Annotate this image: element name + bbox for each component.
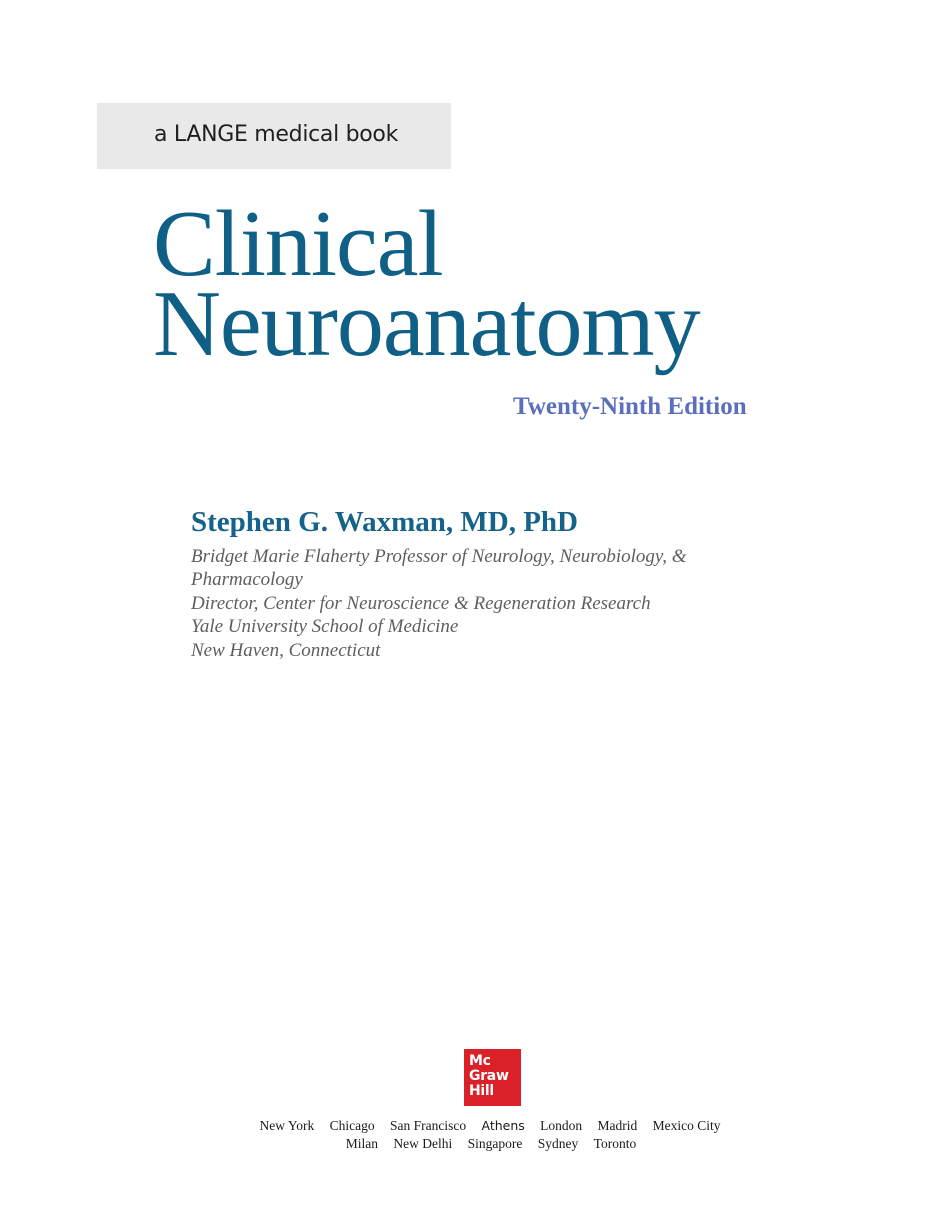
- publisher-logo-line: Hill: [469, 1083, 494, 1099]
- city: Mexico City: [652, 1118, 721, 1133]
- city: Toronto: [593, 1136, 637, 1151]
- author-name: Stephen G. Waxman, MD, PhD: [191, 506, 578, 538]
- affiliation-line: Pharmacology: [191, 569, 303, 591]
- publisher-logo-line: Graw: [469, 1068, 509, 1084]
- publisher-logo-line: Mc: [469, 1053, 491, 1069]
- city: New Delhi: [393, 1136, 453, 1151]
- series-label: a LANGE medical book: [154, 122, 399, 147]
- affiliation-line: Bridget Marie Flaherty Professor of Neurology, Neurobiology, &: [191, 546, 687, 567]
- city: San Francisco: [390, 1118, 467, 1133]
- city: London: [540, 1118, 583, 1133]
- city: Singapore: [467, 1136, 523, 1151]
- affiliation-line: Yale University School of Medicine: [191, 616, 459, 638]
- city: Milan: [345, 1136, 379, 1151]
- edition-label: Twenty-Ninth Edition: [513, 393, 747, 420]
- book-title: [153, 192, 700, 376]
- city: Sydney: [537, 1136, 579, 1151]
- city: Madrid: [597, 1118, 638, 1133]
- city: Chicago: [329, 1118, 375, 1133]
- book-title-line-1: Clinical: [153, 192, 443, 296]
- book-title-line-2: Neuroanatomy: [153, 272, 700, 376]
- publisher-cities-row-2: [0, 1136, 950, 1152]
- series-banner: [97, 103, 451, 169]
- city: Athens: [481, 1118, 525, 1133]
- publisher-cities-row-1: [0, 1118, 950, 1134]
- publisher-logo: [464, 1049, 521, 1106]
- affiliation-line: New Haven, Connecticut: [191, 639, 381, 661]
- affiliation-line: Director, Center for Neuroscience & Regeneration Research: [191, 592, 651, 614]
- city: New York: [259, 1118, 315, 1133]
- author-affiliations: [191, 545, 687, 662]
